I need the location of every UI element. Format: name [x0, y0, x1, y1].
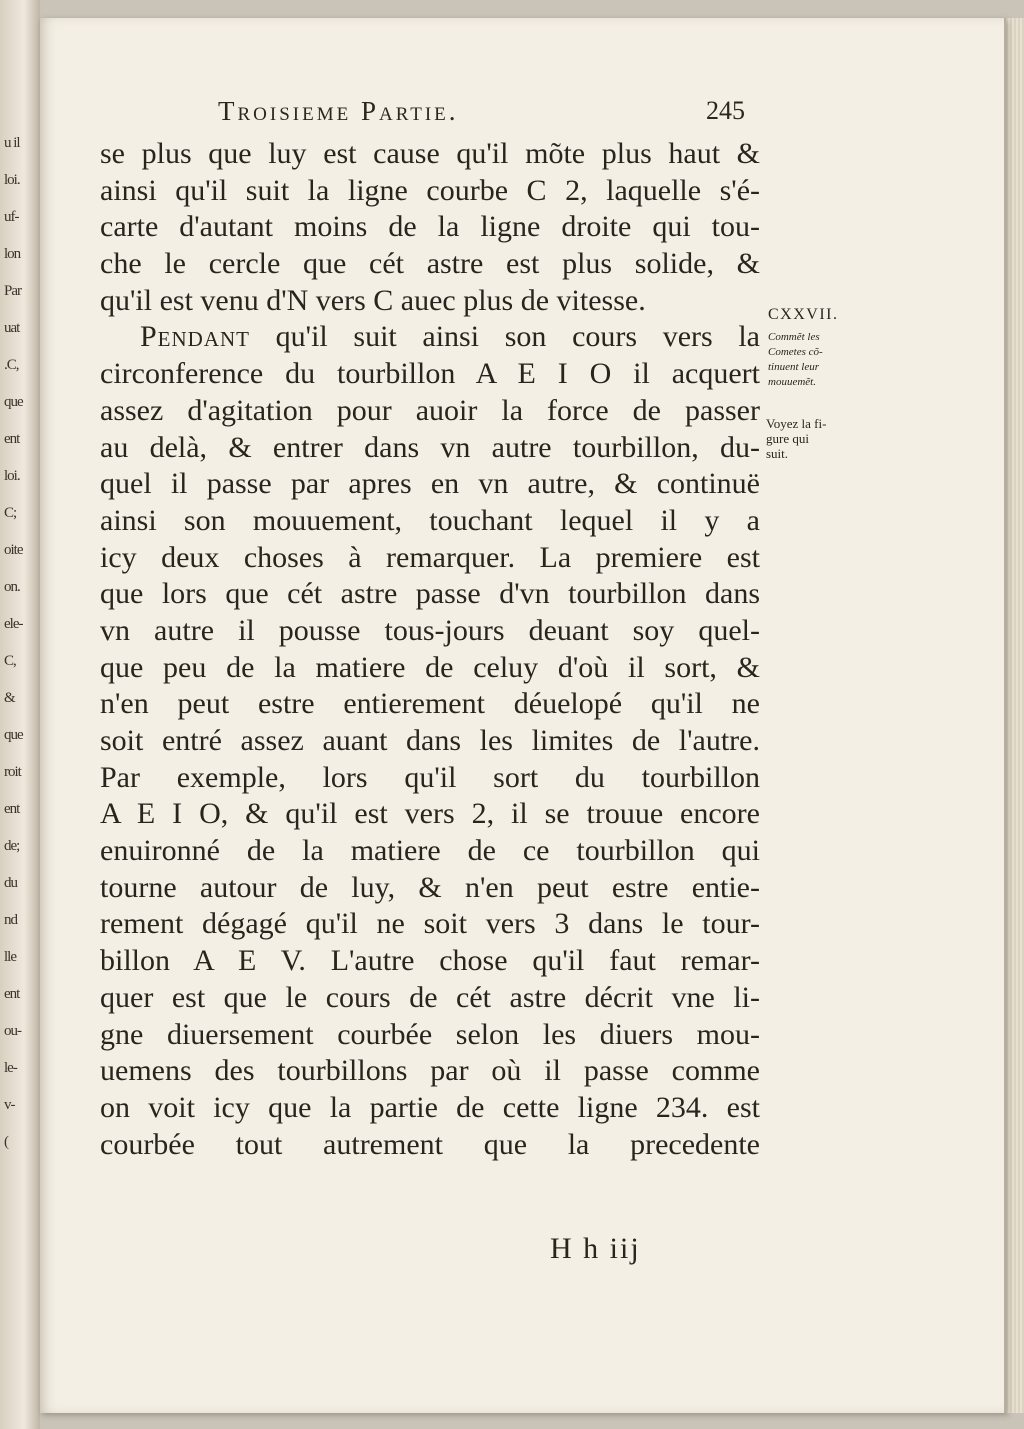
facing-page-fragment: C, — [4, 653, 16, 669]
facing-page-fragment: que — [4, 394, 23, 410]
text-line: enuironné de la matiere de ce tourbillon qui — [100, 834, 760, 868]
margin-note-line: tinuent leur — [768, 361, 820, 373]
text-line: assez d'agitation pour auoir la force de passer — [100, 393, 760, 427]
facing-page-fragment: & — [4, 690, 15, 706]
text-line: n'en peut estre entierement déuelopé qu'il ne — [100, 687, 760, 721]
facing-page-fragment: on. — [4, 579, 20, 595]
paragraph-opening-word: Pendant — [140, 320, 251, 354]
text-line: ainsi son mouuement, touchant lequel il y a — [100, 503, 760, 537]
page-header — [218, 96, 778, 130]
facing-page-fragment: roit — [4, 764, 21, 780]
text-line: tourne autour de luy, & n'en peut estre entie- — [100, 870, 760, 904]
text-line: quer est que le cours de cét astre décrit vne li- — [100, 980, 760, 1014]
facing-page-fragment: v- — [4, 1097, 15, 1113]
facing-page-fragment: ent — [4, 431, 20, 447]
text-line: soit entré assez auant dans les limites de l'autre. — [100, 724, 760, 757]
body-text — [100, 136, 760, 1163]
facing-page-fragment: ent — [4, 801, 20, 817]
paragraph-first-line: Pendant qu'il suit ainsi son cours vers la — [140, 320, 760, 354]
facing-page-fragment: oite — [4, 542, 23, 558]
text-line: se plus que luy est cause qu'il mõte plus haut & — [100, 137, 760, 170]
text-line: ainsi qu'il suit la ligne courbe C 2, laquelle s'é- — [100, 173, 760, 207]
text-line: carte d'autant moins de la ligne droite qui tou- — [100, 210, 760, 244]
facing-page-fragment: uf- — [4, 209, 19, 225]
facing-page-fragment: ( — [4, 1134, 8, 1150]
text-line: que peu de la matiere de celuy d'où il sort, & — [100, 650, 760, 684]
facing-page-fragment: nd — [4, 912, 17, 928]
margin-note-summary — [764, 330, 874, 390]
margin-note-line: suit. — [766, 446, 789, 461]
text-line: rement dégagé qu'il ne soit vers 3 dans le tour- — [100, 907, 760, 941]
text-line: icy deux choses à remarquer. La premiere est — [100, 540, 760, 574]
text-line: au delà, & entrer dans vn autre tourbillon, du- — [100, 430, 760, 464]
facing-page-fragment: le- — [4, 1060, 17, 1076]
facing-page-fragment: du — [4, 875, 17, 891]
margin-note-line: Commẽt les — [768, 331, 820, 343]
margin-notes — [764, 306, 874, 461]
chapter-number: CXXVII. — [768, 306, 839, 323]
facing-page-fragment: Par — [4, 283, 21, 299]
facing-page-edge — [0, 0, 40, 1429]
margin-note-line: Cometes cõ- — [768, 346, 823, 358]
text-line: billon A E V. L'autre chose qu'il faut remar- — [100, 944, 760, 978]
facing-page-fragment: loi. — [4, 172, 20, 188]
facing-page-fragment: u il — [4, 135, 20, 151]
facing-page-fragment: que — [4, 727, 23, 743]
facing-page-fragment: ou- — [4, 1023, 21, 1039]
text-line: uemens des tourbillons par où il passe comme — [100, 1054, 760, 1088]
facing-page-fragment: ent — [4, 986, 20, 1002]
text-line: courbée tout autrement que la precedente — [100, 1127, 760, 1161]
signature-mark: H h iij — [550, 1232, 641, 1265]
facing-page-fragment: lle — [4, 949, 16, 965]
text-line: che le cercle que cét astre est plus solide, & — [100, 247, 760, 281]
text-line: Par exemple, lors qu'il sort du tourbillon — [100, 760, 760, 794]
facing-page-fragment: lon — [4, 246, 21, 262]
facing-page-fragment: .C, — [4, 357, 19, 373]
text-line: vn autre il pousse tous-jours deuant soy quel- — [100, 613, 760, 647]
facing-page-fragment: loi. — [4, 468, 20, 484]
text-line: que lors que cét astre passe d'vn tourbillon dans — [100, 577, 760, 611]
margin-note-line: mouuemẽt. — [768, 376, 816, 388]
margin-note-line: gure qui — [766, 431, 809, 446]
text-line: qu'il est venu d'N vers C auec plus de vitesse. — [100, 283, 646, 317]
margin-note-line: Voyez la fi- — [766, 416, 827, 431]
text-line: on voit icy que la partie de cette ligne 234. est — [100, 1090, 760, 1124]
text-line: gne diuersement courbée selon les diuers mou- — [100, 1017, 760, 1051]
facing-page-fragment: uat — [4, 320, 20, 336]
facing-page-fragment: de; — [4, 838, 20, 854]
page-number: 245 — [706, 96, 745, 125]
text-line: A E I O, & qu'il est vers 2, il se trouue encore — [100, 797, 760, 831]
text-line: quel il passe par apres en vn autre, & continuë — [100, 467, 760, 501]
margin-note-figure-ref — [764, 416, 856, 461]
running-title: Troisieme Partie. — [218, 96, 459, 126]
text-line: circonference du tourbillon A E I O il acquert — [100, 357, 760, 391]
facing-page-fragment: C; — [4, 505, 17, 521]
facing-page-fragment: ele- — [4, 616, 23, 632]
